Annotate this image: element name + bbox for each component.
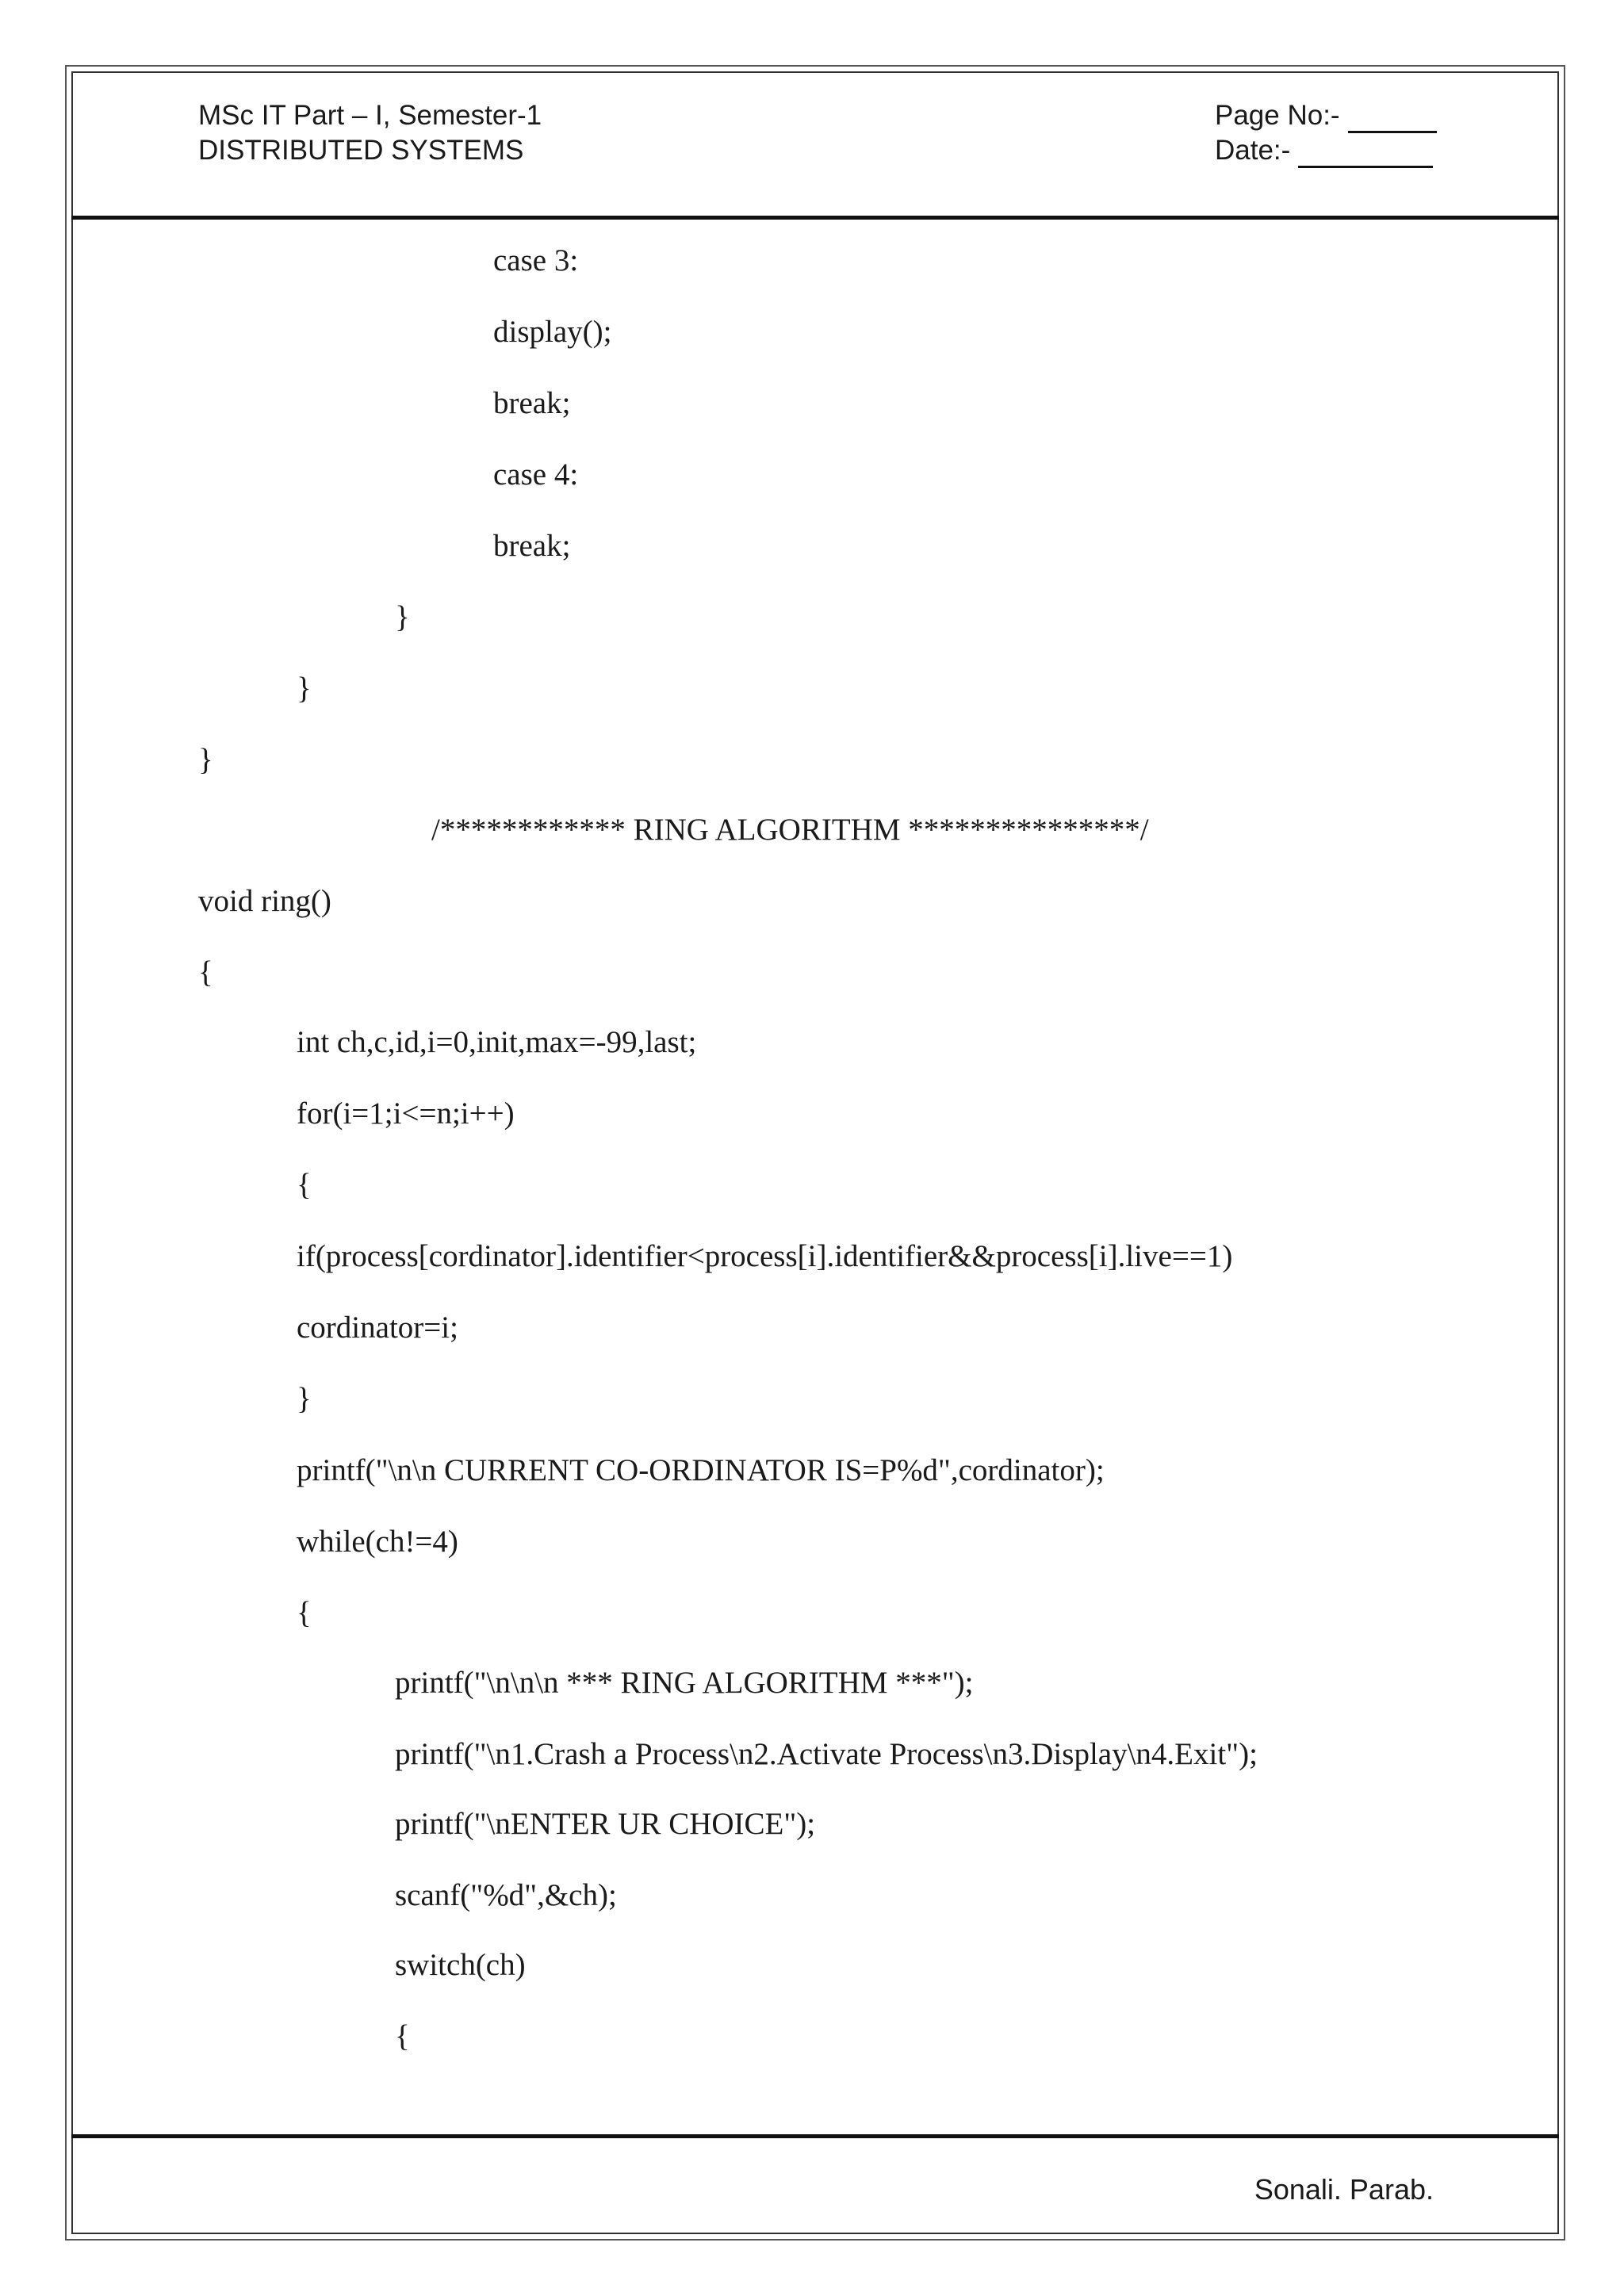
code-line: } bbox=[395, 600, 410, 634]
subject-label: DISTRIBUTED SYSTEMS bbox=[198, 135, 524, 166]
code-line: cordinator=i; bbox=[297, 1311, 458, 1345]
code-line: { bbox=[395, 2019, 410, 2053]
code-line: printf("\nENTER UR CHOICE"); bbox=[395, 1807, 816, 1841]
author-name: Sonali. Parab. bbox=[1254, 2173, 1434, 2206]
code-line: printf("\n1.Crash a Process\n2.Activate Process\n3.Display\n4.Exit"); bbox=[395, 1737, 1258, 1771]
code-line: while(ch!=4) bbox=[297, 1525, 458, 1559]
code-line: for(i=1;i<=n;i++) bbox=[297, 1096, 515, 1131]
date-label: Date:- bbox=[1215, 135, 1291, 166]
code-line: } bbox=[198, 743, 213, 777]
code-line: scanf("%d",&ch); bbox=[395, 1878, 617, 1912]
code-line: { bbox=[297, 1168, 312, 1202]
code-line: switch(ch) bbox=[395, 1948, 526, 1982]
code-line: case 3: bbox=[493, 243, 579, 277]
code-line: int ch,c,id,i=0,init,max=-99,last; bbox=[297, 1025, 697, 1059]
code-line: display(); bbox=[493, 315, 612, 349]
code-line: } bbox=[297, 1382, 312, 1416]
page-number-label: Page No:- bbox=[1215, 100, 1340, 131]
course-label: MSc IT Part – I, Semester-1 bbox=[198, 100, 542, 131]
code-line: if(process[cordinator].identifier<process[i].identifier&&process[i].live==1) bbox=[297, 1239, 1233, 1273]
code-comment: /************ RING ALGORITHM ***************/ bbox=[431, 813, 1149, 847]
code-line: break; bbox=[493, 386, 571, 420]
code-line: { bbox=[198, 955, 213, 989]
code-line: break; bbox=[493, 529, 571, 563]
code-line: printf("\n\n CURRENT CO-ORDINATOR IS=P%d",cordinator); bbox=[297, 1453, 1105, 1487]
code-line: } bbox=[297, 672, 312, 706]
code-line: case 4: bbox=[493, 457, 579, 492]
code-line: { bbox=[297, 1596, 312, 1630]
code-line: void ring() bbox=[198, 884, 331, 918]
code-line: printf("\n\n\n *** RING ALGORITHM ***"); bbox=[395, 1666, 974, 1700]
